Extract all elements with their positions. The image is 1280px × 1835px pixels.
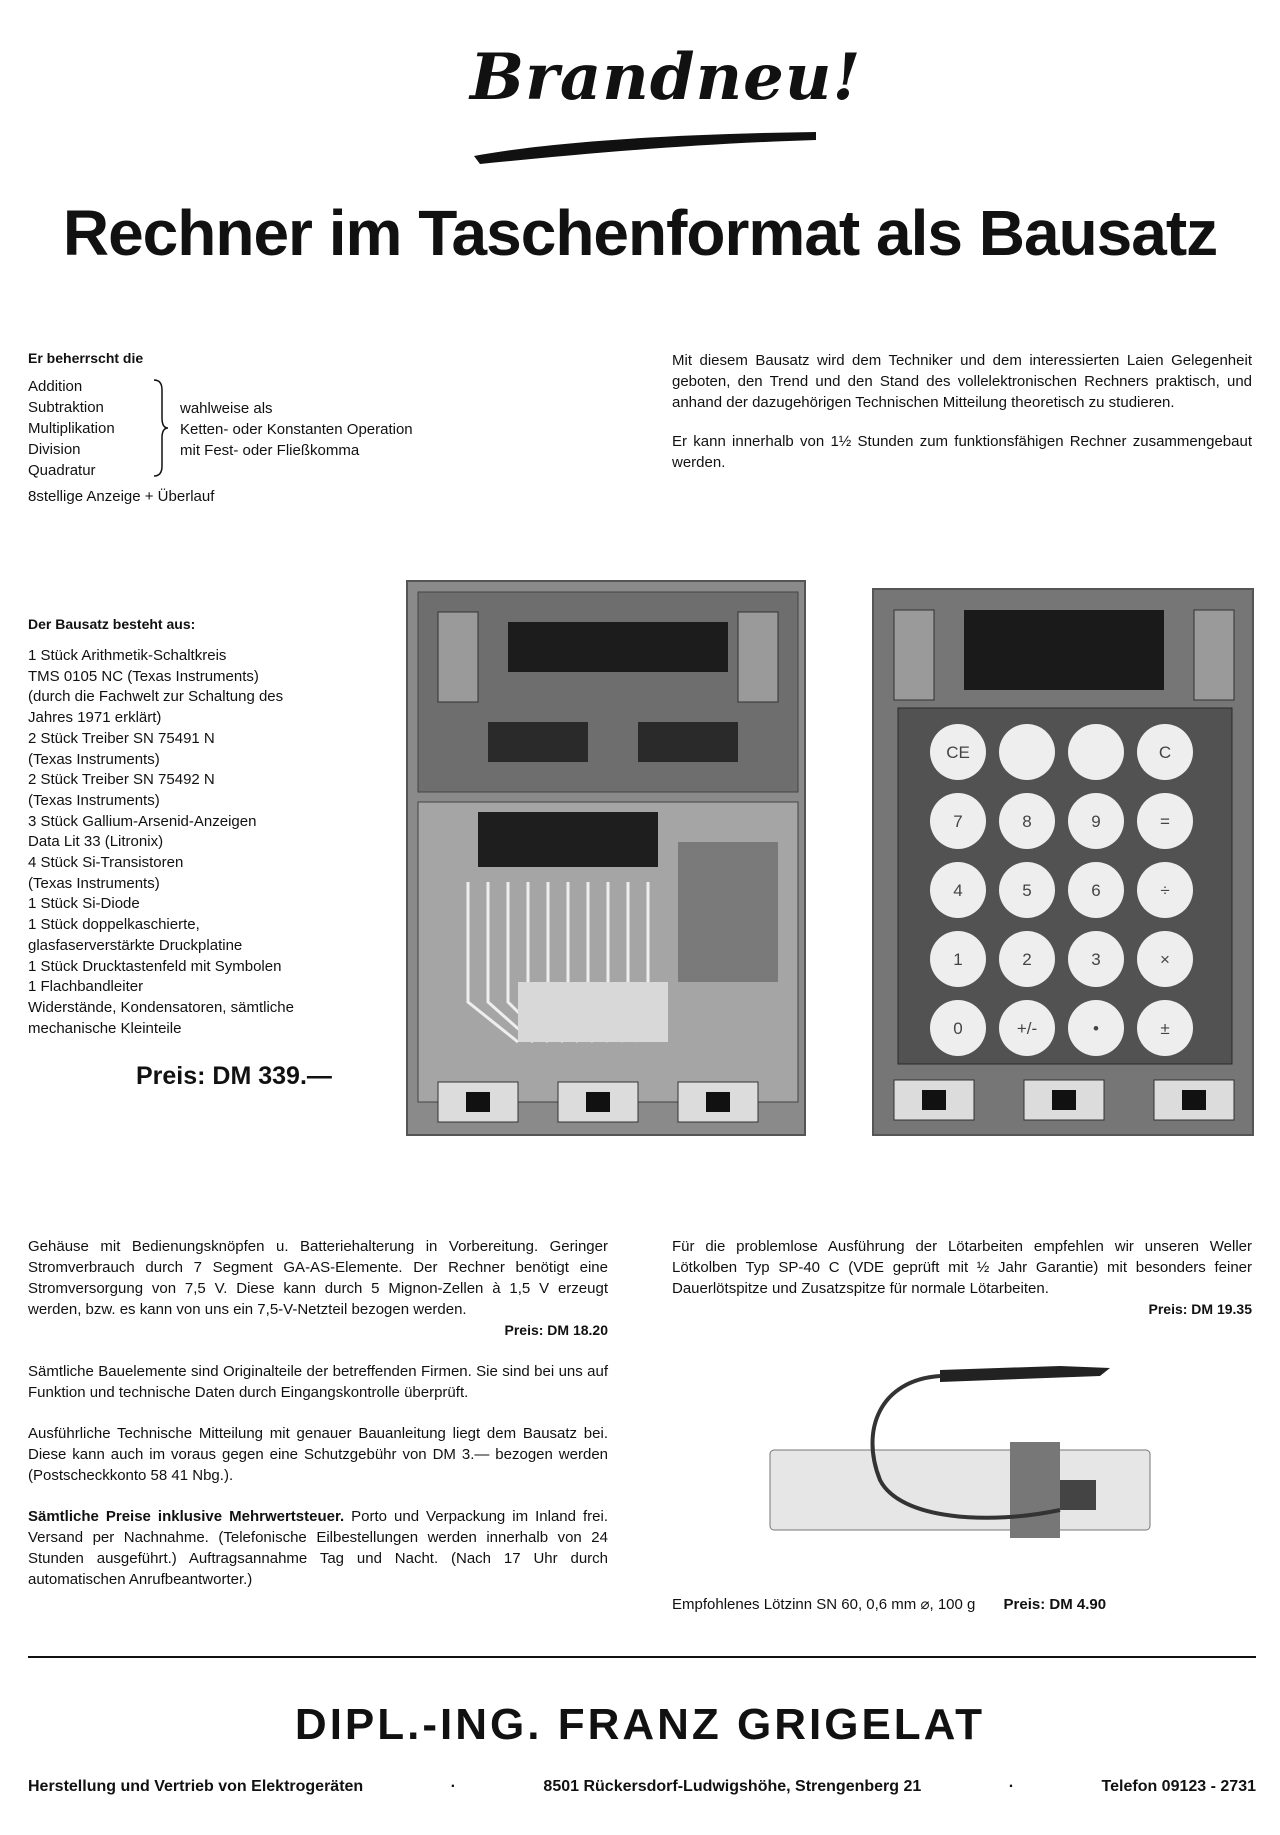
kit-item: 1 Flachbandleiter bbox=[28, 978, 144, 996]
key-label: 0 bbox=[953, 1019, 963, 1038]
key-label: 4 bbox=[953, 881, 963, 900]
key-label: 9 bbox=[1091, 812, 1101, 831]
key-label: 7 bbox=[953, 812, 963, 831]
footer-separator: · bbox=[1008, 1778, 1015, 1795]
shipping-paragraph bbox=[28, 1506, 608, 1590]
key-label: • bbox=[1093, 1019, 1099, 1038]
operation-item: Quadratur bbox=[28, 462, 96, 479]
operations-list bbox=[28, 376, 115, 481]
display-spec: 8stellige Anzeige + Überlauf bbox=[28, 488, 215, 505]
key-label: 1 bbox=[953, 950, 963, 969]
kit-list bbox=[28, 646, 368, 1039]
company-name: DIPL.-ING. FRANZ GRIGELAT bbox=[294, 1700, 986, 1749]
key-label: = bbox=[1160, 812, 1170, 831]
footer-phone: Telefon 09123 - 2731 bbox=[1101, 1778, 1256, 1795]
features-heading: Er beherrscht die bbox=[28, 350, 144, 366]
solder-text: Empfohlenes Lötzinn SN 60, 0,6 mm ⌀, 100 g bbox=[672, 1596, 976, 1613]
headline: Rechner im Taschenformat als Bausatz bbox=[62, 197, 1218, 269]
circuit-board-illustration bbox=[408, 582, 806, 1136]
housing-price: Preis: DM 18.20 bbox=[504, 1322, 608, 1338]
key-label: 8 bbox=[1022, 812, 1032, 831]
kit-item: TMS 0105 NC (Texas Instruments) bbox=[28, 667, 259, 685]
mode-text bbox=[180, 398, 413, 461]
key-label: CE bbox=[946, 743, 970, 762]
brace bbox=[150, 378, 170, 478]
kit-item: 1 Stück Drucktastenfeld mit Symbolen bbox=[28, 957, 282, 975]
kit-item: 1 Stück doppelkaschierte, bbox=[28, 916, 200, 934]
intro-paragraph: Er kann innerhalb von 1½ Stunden zum funktionsfähigen Rechner zusammengebaut werden. bbox=[672, 433, 1252, 471]
key-label: 5 bbox=[1022, 881, 1032, 900]
right-column bbox=[672, 1236, 1252, 1320]
kit-item: 1 Stück Arithmetik-Schaltkreis bbox=[28, 647, 227, 664]
kit-item: mechanische Kleinteile bbox=[28, 1019, 182, 1037]
keypad-photo bbox=[872, 588, 1254, 1136]
kit-item: (durch die Fachwelt zur Schaltung des bbox=[28, 688, 284, 706]
kit-item: (Texas Instruments) bbox=[28, 750, 160, 768]
key-label: × bbox=[1160, 950, 1170, 969]
solder-recommendation bbox=[672, 1594, 1106, 1615]
kit-price: Preis: DM 339.— bbox=[136, 1062, 332, 1090]
intro-text bbox=[672, 350, 1252, 491]
kit-item: 3 Stück Gallium-Arsenid-Anzeigen bbox=[28, 812, 257, 830]
kit-heading: Der Bausatz besteht aus: bbox=[28, 616, 196, 632]
footer-separator: · bbox=[450, 1778, 456, 1795]
soldering-paragraph: Für die problemlose Ausführung der Lötarbeiten empfehlen wir unseren Weller Lötkolben Typ SP-40 C (VDE geprüft mit ½ Jahr Garantie) mit besonders feiner Dauerlötspitze und Zusatzspitze für normale Lötarbeiten. bbox=[672, 1238, 1252, 1297]
mode-line: wahlweise als bbox=[180, 400, 273, 417]
key-label: 6 bbox=[1091, 881, 1101, 900]
kit-item: glasfaserverstärkte Druckplatine bbox=[28, 936, 243, 954]
divider bbox=[28, 1656, 1256, 1658]
soldering-iron-illustration bbox=[760, 1360, 1220, 1570]
kit-item: Data Lit 33 (Litronix) bbox=[28, 833, 164, 851]
kit-item: 1 Stück Si-Diode bbox=[28, 895, 140, 913]
key-blank bbox=[999, 724, 1055, 780]
footer-business: Herstellung und Vertrieb von Elektrogeräten bbox=[28, 1778, 364, 1795]
key-blank bbox=[1068, 724, 1124, 780]
kit-item: (Texas Instruments) bbox=[28, 791, 160, 809]
shipping-text: Porto und Verpackung im Inland frei. Versand per Nachnahme. (Telefonische Eilbestellungen werden innerhalb von 24 Stunden ausgeführt.) Auftragsannahme Tag und Nacht. (Nach 17 Uhr durch automatischen Anrufbeantworter.) bbox=[28, 1508, 608, 1588]
brush-underline bbox=[470, 128, 820, 168]
mode-line: mit Fest- oder Fließkomma bbox=[180, 442, 360, 459]
slogan: Brandneu! bbox=[470, 40, 862, 115]
intro-paragraph: Mit diesem Bausatz wird dem Techniker und dem interessierten Laien Gelegenheit geboten, den Trend und den Stand des vollelektronischen Rechners praktisch, und anhand der dazugehörigen Technischen Mitteilung theoretisch zu studieren. bbox=[672, 352, 1252, 411]
key-label: 2 bbox=[1022, 950, 1032, 969]
operation-item: Multiplikation bbox=[28, 420, 115, 437]
kit-item: Widerstände, Kondensatoren, sämtliche bbox=[28, 998, 294, 1016]
key-label: ± bbox=[1160, 1019, 1170, 1038]
keypad-illustration bbox=[874, 590, 1254, 1136]
manual-paragraph: Ausführliche Technische Mitteilung mit genauer Bauanleitung liegt dem Bausatz bei. Diese kann auch im voraus gegen eine Schutzgebühr von DM 3.— bezogen werden (Postscheckkonto 58 41 Nbg.). bbox=[28, 1425, 608, 1484]
operation-item: Subtraktion bbox=[28, 399, 104, 416]
circuit-board-photo bbox=[406, 580, 806, 1136]
iron-price: Preis: DM 19.35 bbox=[1148, 1301, 1252, 1317]
key-label: ÷ bbox=[1160, 881, 1170, 900]
left-column bbox=[28, 1236, 608, 1610]
operation-item: Division bbox=[28, 441, 81, 458]
kit-item: Jahres 1971 erklärt) bbox=[28, 709, 162, 727]
kit-item: (Texas Instruments) bbox=[28, 874, 160, 892]
housing-text: Gehäuse mit Bedienungsknöpfen u. Batteriehalterung in Vorbereitung. Geringer Stromverbrauch durch 7 Segment GA-AS-Elemente. Der Rechner benötigt eine Stromversorgung von 7,5 V. Diese kann durch 5 Mignon-Zellen à 1,5 V erzeugt werden, bzw. es kann von uns ein 7,5-V-Netzteil bezogen werden. bbox=[28, 1238, 608, 1318]
housing-paragraph bbox=[28, 1236, 608, 1320]
key-label: 3 bbox=[1091, 950, 1101, 969]
kit-item: 4 Stück Si-Transistoren bbox=[28, 854, 184, 872]
components-paragraph: Sämtliche Bauelemente sind Originalteile der betreffenden Firmen. Sie sind bei uns auf Funktion und technische Daten durch Eingangskontrolle überprüft. bbox=[28, 1363, 608, 1401]
operation-item: Addition bbox=[28, 378, 83, 395]
footer-address: 8501 Rückersdorf-Ludwigshöhe, Strengenberg 21 bbox=[543, 1778, 922, 1795]
key-label: C bbox=[1158, 743, 1172, 762]
mode-line: Ketten- oder Konstanten Operation bbox=[180, 421, 413, 438]
key-label: +/- bbox=[1016, 1019, 1038, 1038]
footer bbox=[28, 1778, 1256, 1796]
kit-item: 2 Stück Treiber SN 75491 N bbox=[28, 729, 215, 747]
kit-item: 2 Stück Treiber SN 75492 N bbox=[28, 771, 215, 789]
solder-price: Preis: DM 4.90 bbox=[1003, 1596, 1107, 1613]
vat-note: Sämtliche Preise inklusive Mehrwertsteuer. bbox=[28, 1508, 345, 1525]
